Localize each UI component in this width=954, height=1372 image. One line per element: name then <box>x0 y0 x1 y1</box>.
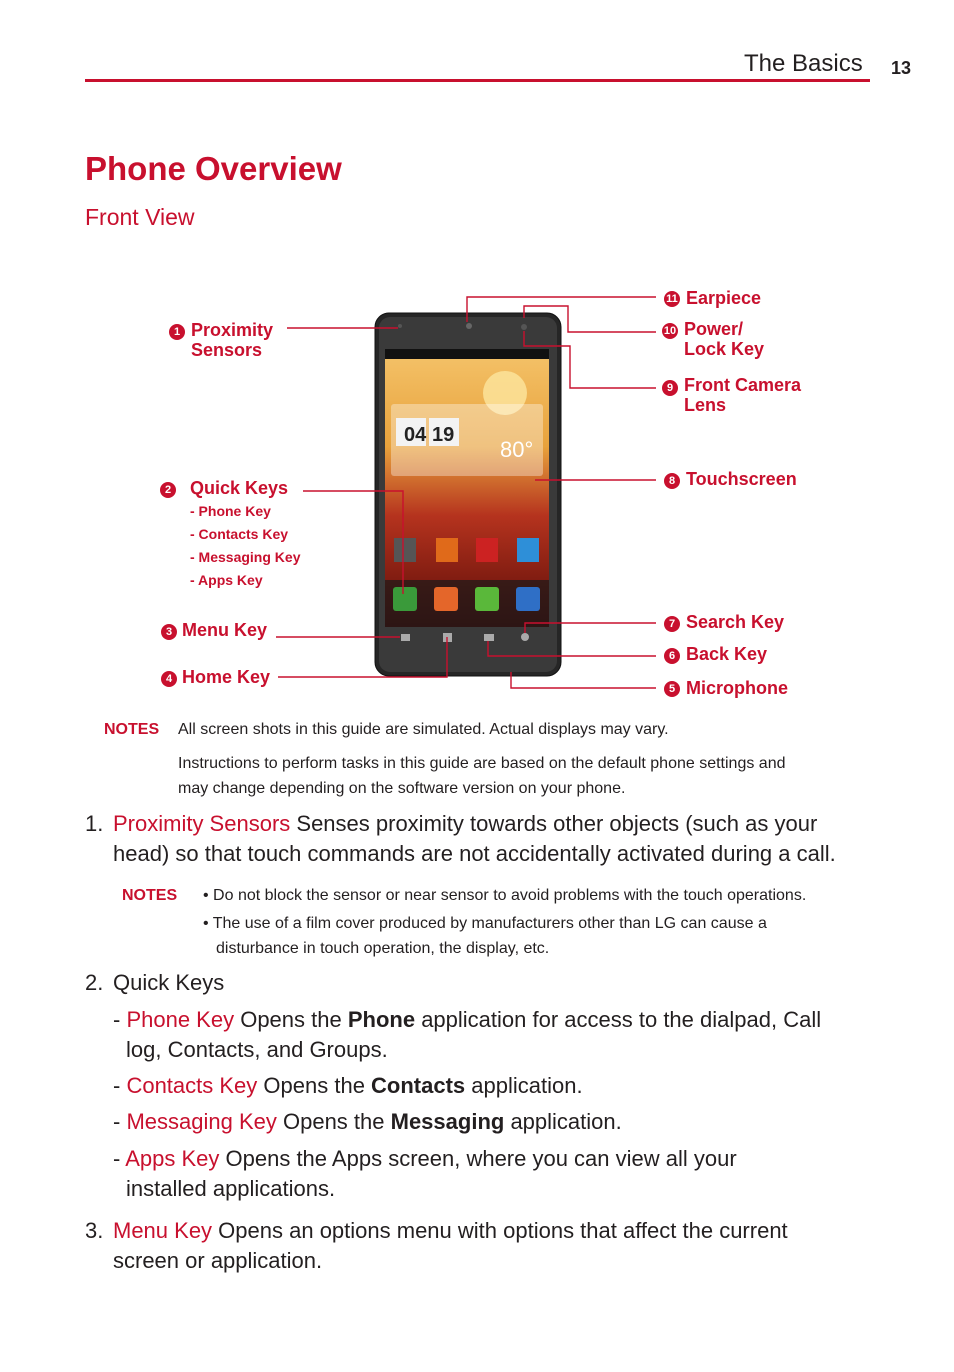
callout-camera-line2: Lens <box>684 395 727 415</box>
callout-quickkeys-list <box>190 500 300 592</box>
temperature: 80° <box>500 437 534 462</box>
item2-phone-post: application for access to the dialpad, Call <box>415 1007 822 1032</box>
callout-power <box>684 319 764 359</box>
item2-phone <box>113 1005 913 1065</box>
item1-text <box>113 809 913 869</box>
callout-num-7: 7 <box>664 616 680 632</box>
notes2-bullet1: • Do not block the sensor or near sensor to avoid problems with the touch operations. <box>203 887 807 904</box>
callout-num-4: 4 <box>161 671 177 687</box>
notes2-label: NOTES <box>122 887 178 904</box>
item2-messaging-term: Messaging Key <box>126 1109 277 1134</box>
item2-apps-dash: - <box>113 1146 126 1171</box>
item2-contacts-dash: - <box>113 1073 127 1098</box>
item2-phone-dash: - <box>113 1007 127 1032</box>
notes2-text <box>203 883 903 961</box>
callout-microphone: Microphone <box>686 678 788 698</box>
notes-line3: may change depending on the software version on your phone. <box>178 780 626 797</box>
item2-messaging <box>113 1107 913 1137</box>
item2-contacts-pre: Opens the <box>257 1073 372 1098</box>
earpiece-dot <box>466 323 472 329</box>
callout-proximity <box>191 320 273 360</box>
item2-apps-term: Apps Key <box>125 1146 220 1171</box>
callout-camera <box>684 375 801 415</box>
item1-term: Proximity Sensors <box>113 811 291 836</box>
section-title: The Basics <box>744 50 863 77</box>
item2-contacts <box>113 1071 913 1101</box>
callout-sub-phone: - Phone Key <box>190 503 271 519</box>
proximity-sensor <box>398 324 402 328</box>
item3-text2: screen or application. <box>113 1248 323 1273</box>
item2-term: Quick Keys <box>113 970 225 995</box>
callout-num-8: 8 <box>664 473 680 489</box>
callout-power-line2: Lock Key <box>684 339 765 359</box>
callout-num-2: 2 <box>160 482 176 498</box>
item2-apps-post: Opens the Apps screen, where you can view all your <box>219 1146 737 1171</box>
item2-phone-app: Phone <box>347 1007 416 1032</box>
callout-num-9: 9 <box>662 380 678 396</box>
item2-phone-term: Phone Key <box>126 1007 235 1032</box>
page-number: 13 <box>891 58 912 78</box>
callout-proximity-line1: Proximity <box>191 320 274 340</box>
item2-number: 2. <box>85 970 104 995</box>
item2-contacts-post: application. <box>465 1073 583 1098</box>
callout-num-1: 1 <box>169 324 185 340</box>
page-title: Phone Overview <box>85 150 342 187</box>
notes2-bullet2-cont: disturbance in touch operation, the display, etc. <box>216 940 550 957</box>
item1-number: 1. <box>85 811 104 836</box>
notes-label: NOTES <box>104 721 160 738</box>
item3-text <box>113 1216 913 1276</box>
callout-power-line1: Power/ <box>684 319 744 339</box>
notes-line1: All screen shots in this guide are simulated. Actual displays may vary. <box>178 721 669 738</box>
callout-sub-apps: - Apps Key <box>190 572 263 588</box>
callout-num-10: 10 <box>663 325 677 337</box>
item2-messaging-post: application. <box>504 1109 622 1134</box>
clock-hour: 04 <box>404 424 427 446</box>
item1-text2: head) so that touch commands are not accidentally activated during a call. <box>113 841 836 866</box>
callout-num-6: 6 <box>664 648 680 664</box>
callout-quickkeys: Quick Keys <box>190 478 289 498</box>
callout-proximity-line2: Sensors <box>191 340 263 360</box>
item3-term: Menu Key <box>113 1218 213 1243</box>
callout-home: Home Key <box>182 667 271 687</box>
notes-line2: Instructions to perform tasks in this guide are based on the default phone settings and <box>178 755 786 772</box>
item2-apps-line2: installed applications. <box>126 1176 336 1201</box>
front-camera <box>521 324 527 330</box>
callout-menu: Menu Key <box>182 620 268 640</box>
callout-search: Search Key <box>686 612 785 632</box>
item3-number: 3. <box>85 1218 104 1243</box>
callout-sub-contacts: - Contacts Key <box>190 526 289 542</box>
item2-apps <box>113 1144 913 1204</box>
callout-num-5: 5 <box>664 681 680 697</box>
item2-messaging-app: Messaging <box>390 1109 505 1134</box>
item3-text1: Opens an options menu with options that affect the current <box>212 1218 788 1243</box>
item2-messaging-dash: - <box>113 1109 127 1134</box>
callout-touchscreen: Touchscreen <box>686 469 797 489</box>
callout-back: Back Key <box>686 644 768 664</box>
section-subtitle: Front View <box>85 204 195 230</box>
item2-phone-pre: Opens the <box>234 1007 348 1032</box>
item2-contacts-app: Contacts <box>371 1073 466 1098</box>
item2-messaging-pre: Opens the <box>276 1109 391 1134</box>
item2-contacts-term: Contacts Key <box>126 1073 258 1098</box>
clock-minute: 19 <box>432 424 455 446</box>
item1-text1: Senses proximity towards other objects (such as your <box>290 811 818 836</box>
callout-num-11: 11 <box>664 291 680 307</box>
callout-camera-line1: Front Camera <box>684 375 802 395</box>
callout-num-3: 3 <box>161 624 177 640</box>
callout-earpiece: Earpiece <box>686 288 762 308</box>
notes-text <box>178 717 878 801</box>
callout-sub-messaging: - Messaging Key <box>190 549 301 565</box>
item2-phone-line2: log, Contacts, and Groups. <box>126 1037 388 1062</box>
notes2-bullet2: • The use of a film cover produced by manufacturers other than LG can cause a <box>203 915 767 932</box>
